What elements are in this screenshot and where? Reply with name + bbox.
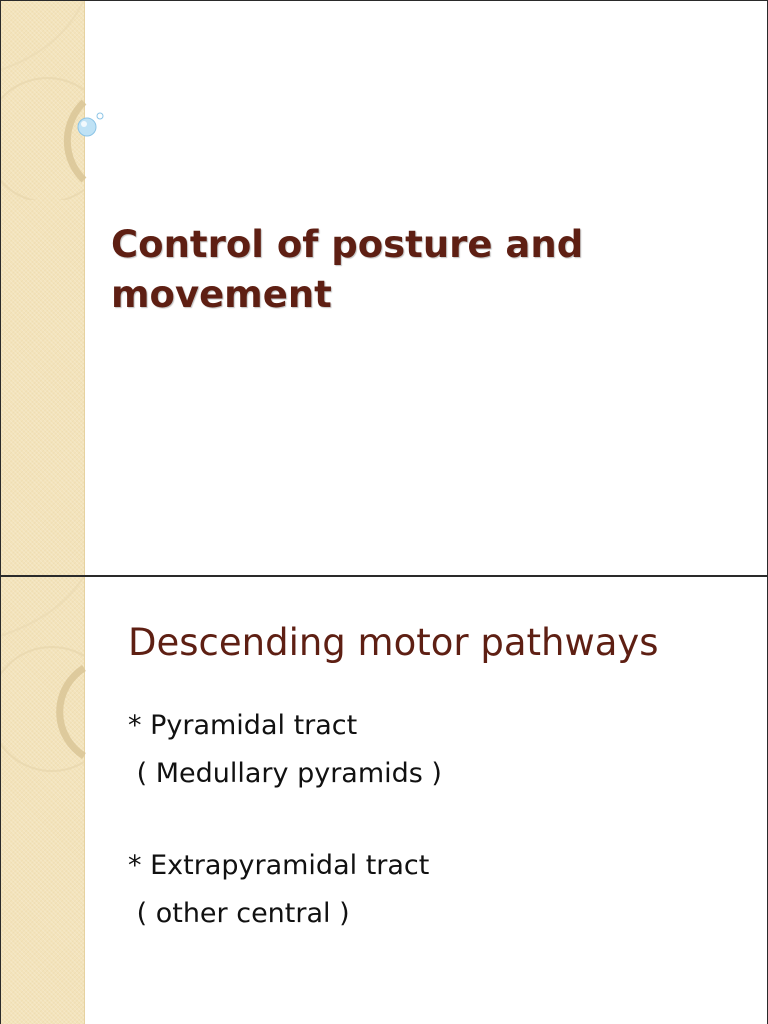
bullet-item [128, 842, 728, 938]
bullet-item [128, 702, 728, 798]
slide-title-heading: Control of posture and movement [111, 223, 584, 316]
bullet-marker: * [128, 850, 142, 881]
bullet-note: ( Medullary pyramids ) [136, 758, 442, 789]
bullet-line [128, 842, 728, 890]
ring-ornament-icon [0, 0, 130, 200]
bullet-marker: * [128, 710, 142, 741]
bullet-label: Extrapyramidal tract [150, 850, 430, 881]
slide-content-heading: Descending motor pathways [128, 621, 659, 664]
bullet-note-line [128, 750, 728, 798]
bubble-ornament-icon [78, 113, 103, 136]
bullet-note: ( other central ) [136, 898, 350, 929]
bullet-line [128, 702, 728, 750]
bullet-spacer [128, 798, 728, 842]
bullet-list [128, 702, 728, 938]
ring-ornament-icon [0, 576, 130, 776]
bullet-label: Pyramidal tract [150, 710, 358, 741]
bullet-note-line [128, 890, 728, 938]
